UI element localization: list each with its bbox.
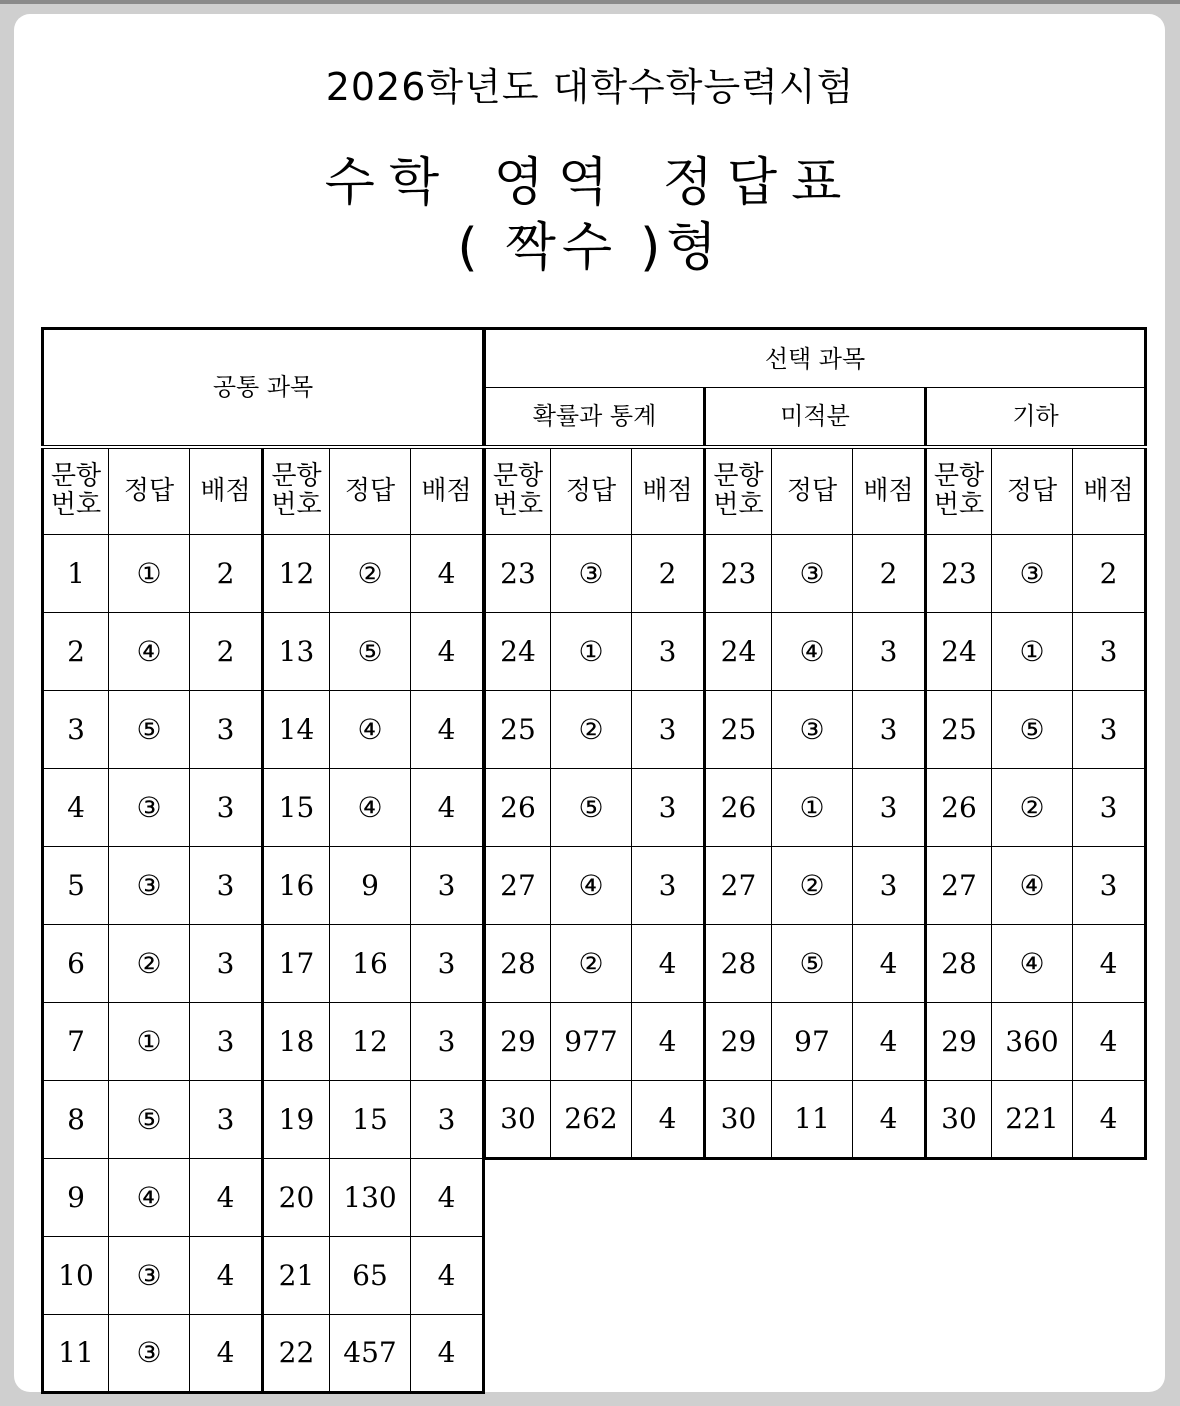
answer-cell: 11	[772, 1081, 853, 1159]
table-row	[43, 769, 484, 847]
answer-cell: ②	[551, 925, 632, 1003]
table-row	[43, 1159, 484, 1237]
points-cell: 3	[190, 691, 263, 769]
points-cell: 4	[411, 769, 484, 847]
points-cell: 2	[190, 535, 263, 613]
points-cell: 4	[1073, 925, 1146, 1003]
points-cell: 4	[411, 691, 484, 769]
table-row	[43, 613, 484, 691]
question-number-cell: 26	[485, 769, 551, 847]
question-number-cell: 11	[43, 1315, 109, 1393]
question-number-cell: 1	[43, 535, 109, 613]
answer-cell: ④	[330, 769, 411, 847]
table-row	[485, 1003, 1146, 1081]
points-cell: 2	[632, 535, 705, 613]
answer-cell: ⑤	[109, 1081, 190, 1159]
question-number-cell: 4	[43, 769, 109, 847]
points-cell: 3	[190, 925, 263, 1003]
question-number-cell: 24	[485, 613, 551, 691]
col-header-question-number: 문항 번호	[43, 447, 109, 535]
question-number-cell: 14	[263, 691, 330, 769]
question-number-cell: 28	[705, 925, 772, 1003]
answer-cell: ②	[772, 847, 853, 925]
points-cell: 4	[190, 1237, 263, 1315]
points-cell: 4	[853, 1003, 926, 1081]
question-number-cell: 20	[263, 1159, 330, 1237]
answer-cell: 221	[992, 1081, 1073, 1159]
answer-cell: ④	[109, 1159, 190, 1237]
question-number-cell: 27	[926, 847, 992, 925]
answer-cell: ④	[992, 925, 1073, 1003]
paren-open: (	[457, 218, 484, 278]
question-number-cell: 23	[705, 535, 772, 613]
table-row	[485, 847, 1146, 925]
answer-cell: 130	[330, 1159, 411, 1237]
table-row	[485, 925, 1146, 1003]
table-row	[485, 1081, 1146, 1159]
points-cell: 3	[632, 847, 705, 925]
answer-cell: ④	[551, 847, 632, 925]
answer-cell: ⑤	[109, 691, 190, 769]
question-number-cell: 2	[43, 613, 109, 691]
question-number-cell: 25	[485, 691, 551, 769]
answer-cell: ①	[992, 613, 1073, 691]
col-header-answer: 정답	[551, 447, 632, 535]
question-number-cell: 12	[263, 535, 330, 613]
answer-cell: ②	[109, 925, 190, 1003]
answer-cell: ②	[992, 769, 1073, 847]
col-header-points: 배점	[190, 447, 263, 535]
points-cell: 4	[1073, 1003, 1146, 1081]
answer-cell: 15	[330, 1081, 411, 1159]
points-cell: 4	[411, 613, 484, 691]
points-cell: 3	[411, 1081, 484, 1159]
points-cell: 2	[190, 613, 263, 691]
question-number-cell: 7	[43, 1003, 109, 1081]
question-number-cell: 22	[263, 1315, 330, 1393]
col-header-points: 배점	[1073, 447, 1146, 535]
subject-calculus: 미적분	[705, 388, 926, 447]
answer-cell: ①	[772, 769, 853, 847]
table-row	[485, 769, 1146, 847]
answer-cell: ③	[772, 691, 853, 769]
points-cell: 4	[632, 1081, 705, 1159]
points-cell: 4	[1073, 1081, 1146, 1159]
question-number-cell: 23	[926, 535, 992, 613]
answer-cell: ②	[330, 535, 411, 613]
points-cell: 4	[853, 1081, 926, 1159]
table-row	[43, 1237, 484, 1315]
answer-cell: ③	[109, 1237, 190, 1315]
col-header-answer: 정답	[109, 447, 190, 535]
common-answer-table	[41, 327, 485, 1394]
points-cell: 3	[190, 1081, 263, 1159]
exam-type-title	[0, 205, 1180, 280]
question-number-cell: 24	[926, 613, 992, 691]
points-cell: 2	[853, 535, 926, 613]
answer-cell: ④	[772, 613, 853, 691]
question-number-cell: 21	[263, 1237, 330, 1315]
col-header-answer: 정답	[992, 447, 1073, 535]
points-cell: 4	[190, 1315, 263, 1393]
table-row	[485, 613, 1146, 691]
points-cell: 3	[632, 769, 705, 847]
points-cell: 4	[632, 925, 705, 1003]
points-cell: 3	[190, 769, 263, 847]
question-number-cell: 9	[43, 1159, 109, 1237]
table-row	[485, 535, 1146, 613]
answer-cell: 360	[992, 1003, 1073, 1081]
col-header-question-number: 문항 번호	[485, 447, 551, 535]
answer-cell: ④	[109, 613, 190, 691]
points-cell: 3	[632, 613, 705, 691]
exam-type: 짝수	[505, 218, 619, 278]
points-cell: 4	[411, 1237, 484, 1315]
question-number-cell: 6	[43, 925, 109, 1003]
points-cell: 3	[411, 847, 484, 925]
points-cell: 3	[853, 613, 926, 691]
answer-cell: 65	[330, 1237, 411, 1315]
answer-cell: ②	[551, 691, 632, 769]
col-header-question-number: 문항 번호	[705, 447, 772, 535]
col-header-answer: 정답	[330, 447, 411, 535]
question-number-cell: 15	[263, 769, 330, 847]
points-cell: 4	[411, 1159, 484, 1237]
points-cell: 3	[411, 1003, 484, 1081]
question-number-cell: 26	[705, 769, 772, 847]
col-header-question-number: 문항 번호	[926, 447, 992, 535]
points-cell: 4	[853, 925, 926, 1003]
answer-cell: 457	[330, 1315, 411, 1393]
points-cell: 3	[1073, 847, 1146, 925]
question-number-cell: 3	[43, 691, 109, 769]
col-header-points: 배점	[632, 447, 705, 535]
points-cell: 3	[1073, 769, 1146, 847]
question-number-cell: 25	[705, 691, 772, 769]
answer-cell: 977	[551, 1003, 632, 1081]
points-cell: 4	[411, 1315, 484, 1393]
answer-cell: ③	[109, 1315, 190, 1393]
table-row	[43, 1081, 484, 1159]
subject-probability-statistics: 확률과 통계	[485, 388, 705, 447]
col-header-question-number: 문항 번호	[263, 447, 330, 535]
elective-subject-header: 선택 과목	[485, 329, 1146, 388]
table-row	[43, 1003, 484, 1081]
points-cell: 3	[632, 691, 705, 769]
question-number-cell: 30	[705, 1081, 772, 1159]
answer-cell: ①	[109, 1003, 190, 1081]
answer-cell: ③	[772, 535, 853, 613]
points-cell: 3	[1073, 613, 1146, 691]
question-number-cell: 28	[485, 925, 551, 1003]
points-cell: 4	[411, 535, 484, 613]
question-number-cell: 10	[43, 1237, 109, 1315]
elective-answer-table	[483, 327, 1147, 1160]
table-row	[43, 535, 484, 613]
question-number-cell: 24	[705, 613, 772, 691]
question-number-cell: 8	[43, 1081, 109, 1159]
answer-cell: ①	[551, 613, 632, 691]
exam-title: 2026학년도 대학수학능력시험	[325, 65, 855, 109]
points-cell: 3	[853, 847, 926, 925]
question-number-cell: 5	[43, 847, 109, 925]
points-cell: 3	[411, 925, 484, 1003]
question-number-cell: 16	[263, 847, 330, 925]
points-cell: 4	[190, 1159, 263, 1237]
table-row	[43, 847, 484, 925]
answer-cell: ③	[109, 769, 190, 847]
answer-cell: 16	[330, 925, 411, 1003]
table-row	[485, 691, 1146, 769]
question-number-cell: 13	[263, 613, 330, 691]
question-number-cell: 27	[485, 847, 551, 925]
question-number-cell: 30	[926, 1081, 992, 1159]
col-header-points: 배점	[853, 447, 926, 535]
question-number-cell: 19	[263, 1081, 330, 1159]
col-header-answer: 정답	[772, 447, 853, 535]
answer-cell: 97	[772, 1003, 853, 1081]
question-number-cell: 28	[926, 925, 992, 1003]
points-cell: 3	[190, 847, 263, 925]
points-cell: 3	[853, 691, 926, 769]
table-row	[43, 925, 484, 1003]
question-number-cell: 23	[485, 535, 551, 613]
answer-cell: ④	[992, 847, 1073, 925]
question-number-cell: 30	[485, 1081, 551, 1159]
subject-geometry: 기하	[926, 388, 1146, 447]
points-cell: 3	[190, 1003, 263, 1081]
question-number-cell: 29	[926, 1003, 992, 1081]
answer-cell: ⑤	[772, 925, 853, 1003]
answer-cell: 262	[551, 1081, 632, 1159]
points-cell: 3	[853, 769, 926, 847]
points-cell: 3	[1073, 691, 1146, 769]
answer-cell: ⑤	[992, 691, 1073, 769]
table-row	[43, 1315, 484, 1393]
answer-cell: ④	[330, 691, 411, 769]
question-number-cell: 25	[926, 691, 992, 769]
question-number-cell: 26	[926, 769, 992, 847]
answer-cell: ③	[109, 847, 190, 925]
answer-cell: ③	[992, 535, 1073, 613]
table-row	[43, 691, 484, 769]
answer-cell: ①	[109, 535, 190, 613]
answer-cell: 12	[330, 1003, 411, 1081]
window-top-edge	[0, 0, 1180, 4]
answer-cell: ⑤	[551, 769, 632, 847]
question-number-cell: 29	[705, 1003, 772, 1081]
points-cell: 2	[1073, 535, 1146, 613]
question-number-cell: 18	[263, 1003, 330, 1081]
paren-close: )형	[640, 218, 723, 278]
answer-cell: ⑤	[330, 613, 411, 691]
col-header-points: 배점	[411, 447, 484, 535]
answer-cell: ③	[551, 535, 632, 613]
answer-sheet-title: 수학 영역 정답표	[324, 153, 856, 213]
points-cell: 4	[632, 1003, 705, 1081]
question-number-cell: 29	[485, 1003, 551, 1081]
common-subject-header: 공통 과목	[43, 329, 484, 447]
answer-cell: 9	[330, 847, 411, 925]
question-number-cell: 17	[263, 925, 330, 1003]
question-number-cell: 27	[705, 847, 772, 925]
